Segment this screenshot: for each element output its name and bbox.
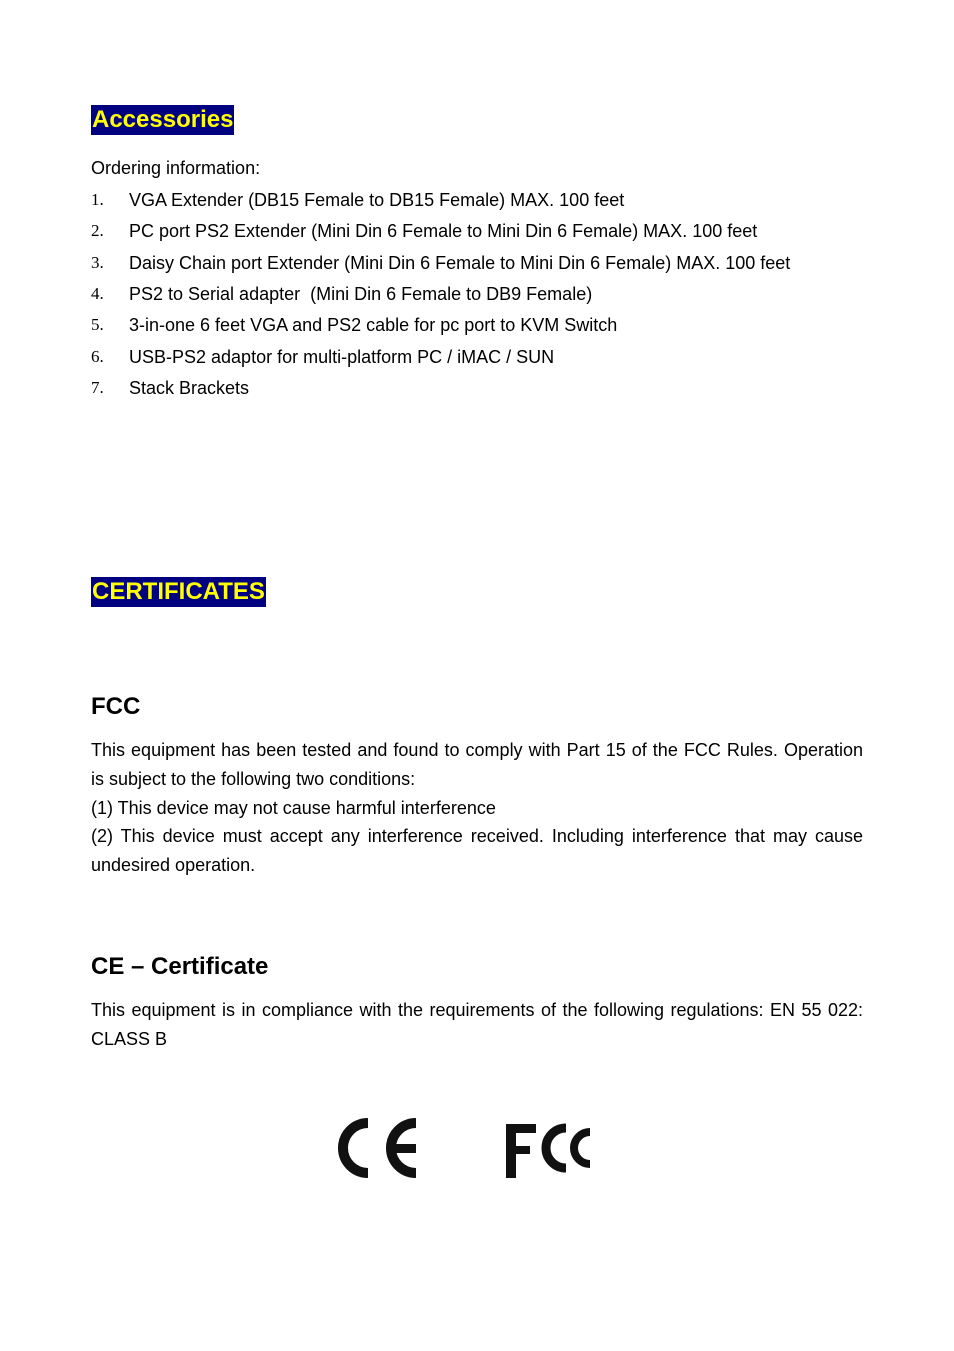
list-item-number: 3. xyxy=(91,253,104,272)
list-item-text: USB-PS2 adaptor for multi-platform PC / iMAC / SUN xyxy=(129,347,555,367)
list-item-text: Daisy Chain port Extender (Mini Din 6 Female to Mini Din 6 Female) MAX. 100 feet xyxy=(129,253,791,273)
list-item xyxy=(91,189,863,211)
fcc-condition-1: (1) This device may not cause harmful interference xyxy=(91,798,496,818)
certificates-heading: CERTIFICATES xyxy=(92,578,265,605)
list-item-number: 2. xyxy=(91,221,104,240)
list-item-number: 5. xyxy=(91,315,104,334)
list-item-number: 1. xyxy=(91,190,104,209)
list-item xyxy=(91,220,863,242)
certification-logos xyxy=(338,1114,628,1188)
accessories-heading: Accessories xyxy=(92,106,234,133)
list-item-number: 4. xyxy=(91,284,104,303)
list-item xyxy=(91,346,863,368)
list-item-text: VGA Extender (DB15 Female to DB15 Female) MAX. 100 feet xyxy=(129,190,625,210)
ce-mark-icon xyxy=(343,1123,416,1173)
list-item xyxy=(91,377,863,399)
list-item-text: Stack Brackets xyxy=(129,378,250,398)
ce-fcc-logo-icon xyxy=(338,1114,628,1188)
list-item xyxy=(91,314,863,336)
list-item-number: 7. xyxy=(91,378,104,397)
fcc-paragraph: This equipment has been tested and found to comply with Part 15 of the FCC Rules. Operation is subject to the following two conditions: xyxy=(91,740,863,789)
list-item-text: 3-in-one 6 feet VGA and PS2 cable for pc port to KVM Switch xyxy=(129,315,618,335)
list-item-number: 6. xyxy=(91,347,104,366)
fcc-title: FCC xyxy=(91,693,141,720)
ce-title: CE – Certificate xyxy=(91,953,269,980)
list-item xyxy=(91,252,863,274)
fcc-condition-2: (2) This device must accept any interference received. Including interference that may cause undesired operation. xyxy=(91,826,863,875)
list-item-text: PC port PS2 Extender (Mini Din 6 Female to Mini Din 6 Female) MAX. 100 feet xyxy=(129,221,758,241)
ordering-info-intro: Ordering information: xyxy=(91,158,261,178)
fcc-mark-icon xyxy=(506,1124,590,1178)
ce-paragraph: This equipment is in compliance with the requirements of the following regulations: EN 55 022: CLASS B xyxy=(91,1000,863,1049)
list-item-text: PS2 to Serial adapter (Mini Din 6 Female to DB9 Female) xyxy=(129,284,593,304)
list-item xyxy=(91,283,863,305)
